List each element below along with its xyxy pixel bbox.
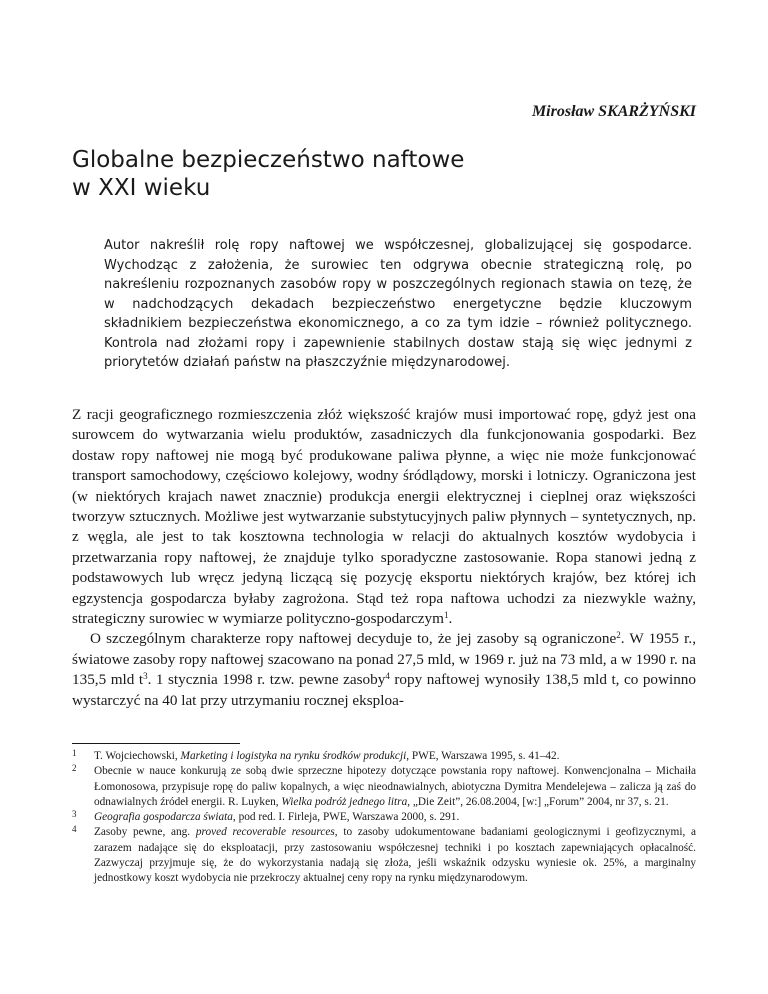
title-line-1: Globalne bezpieczeństwo naftowe bbox=[72, 147, 465, 173]
footnote-number: 3 bbox=[72, 809, 77, 820]
abstract: Autor nakreślił rolę ropy naftowej we współczesnej, globalizującej się gospodarce. Wychodząc z założenia, że surowiec ten odgrywa obecnie strategiczną rolę, po nakreśleniu rozpoznanych zasobów ropy w poszczególnych regionach stawia on tezę, że w nadchodzących dekadach bezpieczeństwo energetyczne będzie kluczowym składnikiem bezpieczeństwa ekonomicznego, a co za tym idzie – również politycznego. Kontrola nad złożami ropy i zapewnienie stabilnych dostaw stają się więc jednymi z priorytetów działań państw na płaszczyźnie międzynarodowej. bbox=[104, 238, 692, 370]
title-line-2: w XXI wieku bbox=[72, 175, 211, 201]
footnote-text: , „Die Zeit”, 26.08.2004, [w:] „Forum” 2004, nr 37, s. 21. bbox=[407, 795, 669, 808]
footnote-number: 1 bbox=[72, 748, 77, 758]
footnote-italic: Wielka podróż jednego litra bbox=[281, 795, 408, 808]
footnote-divider bbox=[72, 743, 240, 744]
paragraph-1-text: Z racji geograficznego rozmieszczenia złóż większość krajów musi importować ropę, gdyż jest ona surowcem do wytwarzania wielu produktów, zasadniczych dla funkcjonowania gospodarki. Bez dostaw ropy naftowej nie mogą być produkowane paliwa płynne, a więc nie może funkcjonować transport samochodowy, częściowo kolejowy, wodny śródlądowy, morski i lotniczy. Ograniczona jest (w niektórych krajach nawet znacznie) produkcja energii elektrycznej i cieplnej oraz większości tworzyw sztucznych. Możliwe jest wytwarzanie substytucyjnych paliw płynnych – syntetycznych, np. z węgla, ale jest to tak kosztowna technologia w relacji do aktualnych kosztów wydobycia i przetwarzania ropy naftowej, że znajduje tylko sporadyczne zastosowanie. Ropa stanowi jedną z podstawowych lub wręcz jedyną liczącą się pozycję eksportu niektórych krajów, bez której ich egzystencja gospodarcza byłaby zagrożona. Stąd też ropa naftowa uchodzi za niezwykle ważny, strategiczny surowiec w wymiarze polityczno-gospodarczym bbox=[72, 406, 696, 628]
author-name: Mirosław SKARŻYŃSKI bbox=[531, 103, 696, 120]
footnote-italic: Marketing i logistyka na rynku środków produkcji bbox=[180, 750, 407, 762]
footnote-text: , PWE, Warszawa 1995, s. 41–42. bbox=[406, 750, 560, 762]
footnote-text: Obecnie w nauce konkurują ze sobą dwie sprzeczne hipotezy dotyczące powstania ropy naftowej. Konwencjonalna – Michaiła Łomonosowa, przypisuje ropę do paliw kopalnych, a więc nieodnawialnych, abiotyczna Dymitra Mendelejewa – zalicza ją zaś do odnawialnych źródeł energii. R. Luyken, bbox=[94, 765, 696, 808]
footnote-italic: Geografia gospodarcza świata bbox=[94, 811, 233, 824]
footnote-ref-3: 3 bbox=[143, 671, 148, 682]
footnote-3 bbox=[72, 810, 696, 825]
footnote-text: Zasoby pewne, ang. bbox=[94, 826, 196, 839]
footnote-number: 4 bbox=[72, 824, 77, 835]
footnote-ref-1: 1 bbox=[443, 610, 449, 621]
article-title bbox=[72, 146, 632, 202]
footnote-text: , to zasoby udokumentowane badaniami geologicznymi i geofizycznymi, a zarazem nadające się do eksploatacji, przy zastosowaniu współczesnej techniki i po kosztach zapewniających opłacalność. Zazwyczaj przyjmuje się, że do wykorzystania nadają się złoża, jeśli wskaźnik odzysku wyniesie ok. 25%, a marginalny jednostkowy koszt wydobycia nie przekroczy aktualnej ceny ropy na rynku międzynarodowym. bbox=[94, 826, 697, 885]
paragraph-2-text-a: O szczególnym charakterze ropy naftowej decyduje to, że jej zasoby są ograniczone bbox=[90, 630, 617, 648]
footnotes bbox=[72, 749, 696, 887]
footnote-4 bbox=[72, 825, 696, 886]
footnote-italic: proved recoverable resources bbox=[195, 826, 335, 839]
paragraph-2-text-c: . 1 stycznia 1998 r. tzw. pewne zasoby bbox=[147, 671, 386, 689]
paragraph-2-text-b: . W 1955 r., światowe zasoby ropy naftowej szacowano na ponad 27,5 mld, w 1969 r. już na 73 mld, a w 1990 r. na 135,5 mld t bbox=[72, 630, 696, 689]
footnote-ref-4: 4 bbox=[385, 671, 390, 682]
footnote-2 bbox=[72, 764, 696, 810]
footnote-text: , pod red. I. Firleja, PWE, Warszawa 2000, s. 291. bbox=[232, 811, 460, 824]
footnote-number: 2 bbox=[72, 763, 77, 774]
footnote-1 bbox=[72, 749, 696, 764]
footnote-ref-2: 2 bbox=[616, 630, 621, 641]
footnote-text: T. Wojciechowski, bbox=[94, 750, 181, 762]
paragraph-2-text-d: ropy naftowej wynosiły 138,5 mld t, co powinno wystarczyć na 40 lat przy utrzymaniu rocznej eksploa- bbox=[72, 671, 696, 709]
paragraph-2 bbox=[72, 629, 696, 711]
paragraph-1: Z racji geograficznego rozmieszczenia złóż większość krajów musi importować ropę, gdyż jest ona surowcem do wytwarzania wielu produktów, zasadniczych dla funkcjonowania gospodarki. Bez dostaw ropy naftowej nie mogą być produkowane paliwa płynne, a więc nie może funkcjonować transport samochodowy, częściowo kolejowy, wodny śródlądowy, morski i lotniczy. Ograniczona jest (w niektórych krajach nawet znacznie) produkcja energii elektrycznej i cieplnej oraz większości tworzyw sztucznych. Możliwe jest wytwarzanie substytucyjnych paliw płynnych – syntetycznych, np. z węgla, ale jest to tak kosztowna technologia w relacji do aktualnych kosztów wydobycia i przetwarzania ropy naftowej, że znajduje tylko sporadyczne zastosowanie. Ropa stanowi jedną z podstawowych lub wręcz jedyną liczącą się pozycję eksportu niektórych krajów, bez której ich egzystencja gospodarcza byłaby zagrożona. Stąd też ropa naftowa uchodzi za niezwykle ważny, strategiczny surowiec w wymiarze polityczno-gospodarczym$^1$. bbox=[72, 406, 696, 628]
body-text bbox=[72, 405, 696, 711]
